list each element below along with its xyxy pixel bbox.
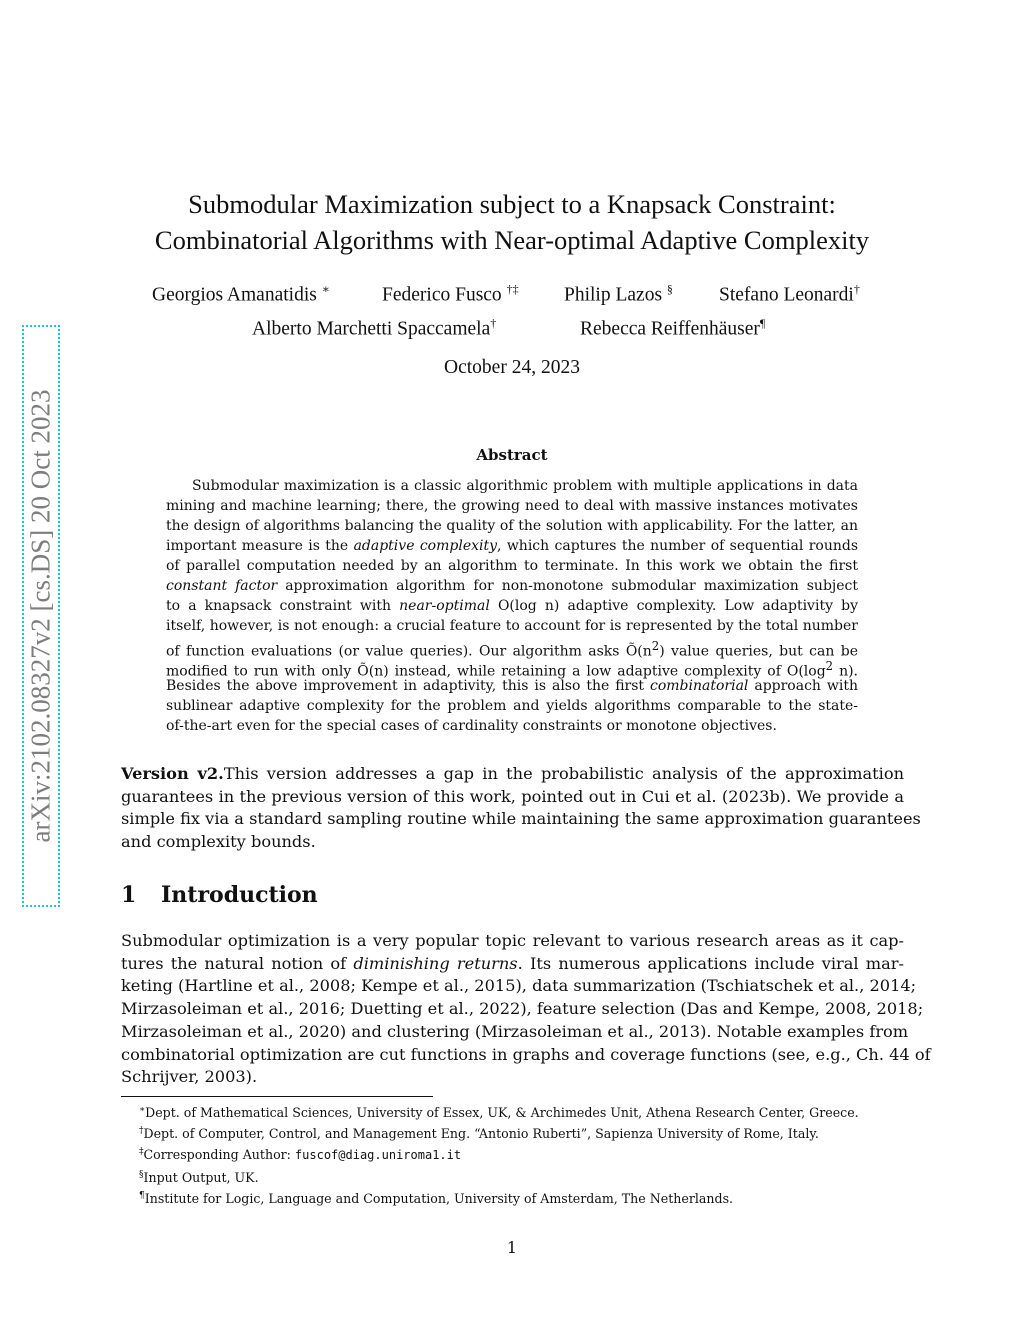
emphasis: near-optimal <box>399 598 490 614</box>
paper-title <box>100 186 924 258</box>
abstract-line: of parallel computation needed by an algorithm to terminate. In this work we obtain the first <box>166 558 858 574</box>
author: Stefano Leonardi† <box>719 282 860 306</box>
page-number: 1 <box>506 1238 518 1257</box>
footnote: ¶Institute for Logic, Language and Computation, University of Amsterdam, The Netherlands. <box>139 1190 734 1206</box>
footnotes <box>121 1101 921 1208</box>
corresponding-email[interactable]: fuscof@diag.uniroma1.it <box>294 1148 462 1163</box>
version-note <box>121 763 921 854</box>
author: Rebecca Reiffenhäuser¶ <box>580 316 766 340</box>
intro-line: keting (Hartline et al., 2008; Kempe et al., 2015), data summarization (Tschiatschek et al., 2014; <box>121 976 917 996</box>
version-line: guarantees in the previous version of this work, pointed out in Cui et al. (2023b). We provide a <box>121 786 904 806</box>
intro-line: Schrijver, 2003). <box>121 1067 258 1087</box>
footnote: ‡Corresponding Author: fuscof@diag.uniroma1.it <box>139 1147 462 1163</box>
emphasis: diminishing returns <box>353 953 518 973</box>
abstract-line: Besides the above improvement in adaptivity, this is also the first combinatorial approach with <box>166 678 858 694</box>
section-number: 1 <box>121 882 137 908</box>
footnote-mark: ‡ <box>139 1147 144 1158</box>
version-line: simple fix via a standard sampling routine while maintaining the same approximation guarantees <box>121 809 921 829</box>
footnote-mark: ¶ <box>139 1190 145 1201</box>
introduction-paragraph <box>121 930 931 1089</box>
footnote-mark: † <box>139 1126 144 1137</box>
intro-line: tures the natural notion of diminishing returns. Its numerous applications include viral mar- <box>121 953 905 973</box>
title-line: Combinatorial Algorithms with Near-optimal Adaptive Complexity <box>154 225 870 255</box>
abstract-line: sublinear adaptive complexity for the problem and yields algorithms comparable to the state- <box>166 698 858 714</box>
abstract-line: constant factor approximation algorithm for non-monotone submodular maximization subject <box>166 578 859 594</box>
title-line: Submodular Maximization subject to a Knapsack Constraint: <box>188 189 836 219</box>
footnote: ∗Dept. of Mathematical Sciences, University of Essex, UK, & Archimedes Unit, Athena Research Center, Greece. <box>139 1105 859 1121</box>
abstract-line: of function evaluations (or value queries). Our algorithm asks $Õ(n^2)$ value queries, but can be <box>166 639 858 660</box>
affiliation-mark: † <box>853 282 860 296</box>
publication-date: October 24, 2023 <box>444 357 580 378</box>
author: Georgios Amanatidis ∗ <box>152 282 330 306</box>
version-label: Version v2. <box>121 764 224 783</box>
emphasis: adaptive complexity <box>353 538 498 554</box>
affiliation-mark: † <box>490 316 497 330</box>
abstract-line: the design of algorithms balancing the quality of the solution with applicability. For the latter, an <box>166 518 858 534</box>
section-title: Introduction <box>161 882 318 908</box>
intro-line: Mirzasoleiman et al., 2016; Duetting et al., 2022), feature selection (Das and Kempe, 2008, 2018; <box>121 999 924 1019</box>
intro-line: Submodular optimization is a very popular topic relevant to various research areas as it cap- <box>121 931 904 950</box>
author: Federico Fusco †‡ <box>382 282 519 306</box>
arxiv-identifier[interactable]: arXiv:2102.08327v2 [cs.DS] 20 Oct 2023 <box>25 389 56 843</box>
section-heading <box>121 882 318 908</box>
abstract-line: of-the-art even for the special cases of cardinality constraints or monotone objectives. <box>166 718 777 734</box>
arxiv-identifier-stamp[interactable] <box>22 325 60 907</box>
emphasis: combinatorial <box>650 678 749 694</box>
abstract-line: itself, however, is not enough: a crucial feature to account for is represented by the total number <box>166 618 858 634</box>
footnote: §Input Output, UK. <box>139 1169 259 1185</box>
affiliation-mark: †‡ <box>506 282 519 296</box>
author: Philip Lazos § <box>564 282 673 306</box>
footnote-mark: § <box>139 1169 144 1180</box>
intro-line: combinatorial optimization are cut functions in graphs and coverage functions (see, e.g., Ch. 44 of <box>121 1044 931 1064</box>
affiliation-mark: ¶ <box>759 316 766 330</box>
abstract-line: modified to run with only Õ(n) instead, while retaining a low adaptive complexity of $O(\log^2$ n). <box>166 659 858 680</box>
affiliation-mark: ∗ <box>321 282 330 296</box>
intro-line: Mirzasoleiman et al., 2020) and clustering (Mirzasoleiman et al., 2013). Notable examples from <box>121 1021 909 1041</box>
abstract-text <box>166 476 858 736</box>
abstract-line: important measure is the adaptive complexity, which captures the number of sequential rounds <box>166 538 859 554</box>
emphasis: constant factor <box>166 578 278 594</box>
footnote-divider <box>121 1096 433 1097</box>
abstract-line: Submodular maximization is a classic algorithmic problem with multiple applications in data <box>192 478 858 494</box>
version-line: Version v2.This version addresses a gap in the probabilistic analysis of the approximation <box>121 764 904 783</box>
author: Alberto Marchetti Spaccamela† <box>252 316 497 340</box>
affiliation-mark: § <box>666 282 673 296</box>
footnote: †Dept. of Computer, Control, and Management Eng. “Antonio Ruberti”, Sapienza University of Rome, Italy. <box>139 1126 819 1142</box>
version-line: and complexity bounds. <box>121 832 316 852</box>
abstract-heading: Abstract <box>476 446 548 464</box>
footnote-mark: ∗ <box>139 1105 146 1115</box>
abstract-line: mining and machine learning; there, the growing need to deal with massive instances motivates <box>166 498 858 514</box>
abstract-line: to a knapsack constraint with near-optimal O(log n) adaptive complexity. Low adaptivity by <box>166 598 858 614</box>
